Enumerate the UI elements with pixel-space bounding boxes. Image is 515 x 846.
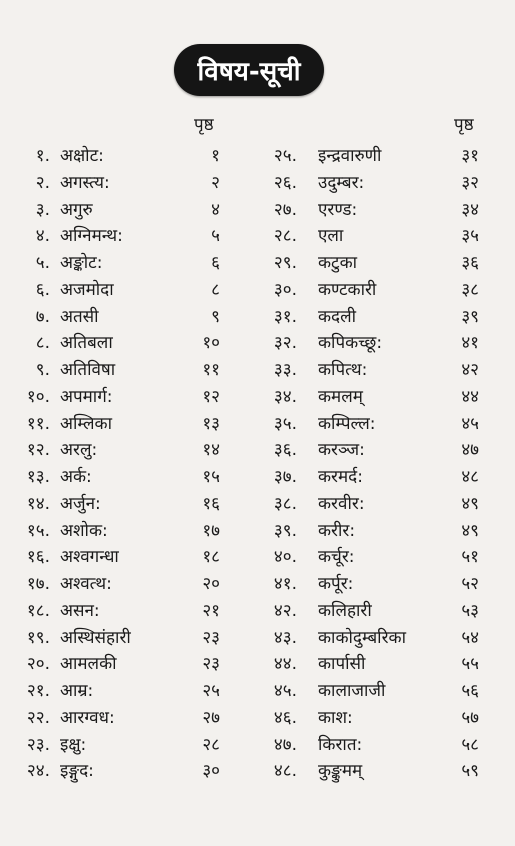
contents-row <box>0 384 515 411</box>
entry-name: कर्पूर: <box>318 574 354 594</box>
entry-name: आम्र: <box>60 681 94 701</box>
entry-page: १० <box>202 333 220 354</box>
entry-page: ३० <box>202 761 220 782</box>
contents-row <box>0 651 515 678</box>
entry-name: कलिहारी <box>318 600 372 621</box>
entry-page: २३ <box>202 627 220 648</box>
entry-number: ३१. <box>273 306 297 327</box>
entry-number: ४८. <box>273 761 297 782</box>
contents-row <box>0 491 515 518</box>
entry-name: आमलकी <box>60 654 117 675</box>
entry-name: इन्द्रवारुणी <box>318 146 382 166</box>
entry-page: ५८ <box>461 734 479 755</box>
entry-number: ४७. <box>273 734 297 755</box>
contents-row <box>0 732 515 759</box>
contents-row <box>0 544 515 571</box>
entry-name: उदुम्बर: <box>318 172 365 193</box>
entry-number: १५. <box>26 520 50 541</box>
entry-number: ११. <box>26 413 50 434</box>
entry-page: १२ <box>202 386 220 407</box>
entry-number: १३. <box>26 467 50 487</box>
entry-number: ३८. <box>273 493 297 514</box>
contents-row <box>0 357 515 384</box>
entry-number: ३०. <box>273 279 297 300</box>
entry-number: २१. <box>26 681 50 701</box>
entry-name: करञ्ज: <box>318 440 365 461</box>
page-column-header-left: पृष्ठ <box>194 115 214 135</box>
entry-number: १२. <box>26 440 50 461</box>
entry-page: १ <box>211 146 220 166</box>
entry-number: ६. <box>35 279 50 300</box>
contents-row <box>0 304 515 331</box>
entry-page: ४१ <box>461 333 479 354</box>
entry-number: २९. <box>273 253 297 273</box>
entry-name: अङ्कोट: <box>60 253 103 273</box>
entry-number: ३२. <box>273 333 297 354</box>
entry-page: १३ <box>202 413 220 434</box>
contents-row <box>0 143 515 170</box>
entry-page: ५१ <box>461 547 479 568</box>
entry-number: ३९. <box>273 520 297 541</box>
entry-page: २८ <box>202 734 220 755</box>
entry-page: ५९ <box>461 761 479 782</box>
entry-page: ३५ <box>461 226 479 247</box>
entry-number: ९. <box>35 360 50 380</box>
entry-name: काश: <box>318 707 353 728</box>
entry-name: अम्लिका <box>60 413 112 434</box>
contents-row <box>0 705 515 732</box>
entry-number: ३. <box>35 199 50 220</box>
entry-number: २३. <box>26 734 50 755</box>
page-column-header-right: पृष्ठ <box>454 115 474 135</box>
entry-page: ३६ <box>461 253 479 273</box>
entry-page: २३ <box>202 654 220 675</box>
entry-page: ५५ <box>461 654 479 675</box>
entry-page: ६ <box>211 253 220 273</box>
entry-number: ४३. <box>273 627 297 648</box>
entry-number: २. <box>35 172 50 193</box>
entry-name: अपमार्ग: <box>60 386 113 407</box>
contents-row <box>0 518 515 545</box>
entry-name: कालाजाजी <box>318 681 386 701</box>
entry-number: २८. <box>273 226 297 247</box>
contents-row <box>0 411 515 438</box>
entry-number: १९. <box>26 627 50 648</box>
entry-page: ५७ <box>461 707 479 728</box>
entry-page: ३४ <box>461 199 479 220</box>
entry-name: कटुका <box>318 253 358 273</box>
entry-name: अश्वगन्धा <box>60 547 119 568</box>
entry-number: १८. <box>26 600 50 621</box>
entry-name: अतिविषा <box>60 360 116 380</box>
entry-name: एला <box>318 226 344 247</box>
entry-page: ८ <box>211 279 220 300</box>
entry-number: ८. <box>35 333 50 354</box>
entry-number: ४१. <box>273 574 297 594</box>
entry-name: असन: <box>60 600 100 621</box>
entry-name: अशोक: <box>60 520 108 541</box>
entry-page: ५ <box>211 226 220 247</box>
entry-number: २२. <box>26 707 50 728</box>
entry-page: ५३ <box>461 600 479 621</box>
entry-number: १०. <box>26 386 50 407</box>
entry-page: २ <box>211 172 220 193</box>
entry-page: २५ <box>202 681 220 701</box>
entry-name: कर्चूर: <box>318 547 355 568</box>
contents-row <box>0 330 515 357</box>
entry-name: एरण्ड: <box>318 199 358 220</box>
entry-name: अजमोदा <box>60 279 114 300</box>
entry-page: ४८ <box>461 467 479 487</box>
entry-number: ३४. <box>273 386 297 407</box>
contents-row <box>0 598 515 625</box>
entry-name: आरग्वध: <box>60 707 115 728</box>
entry-name: अर्जुन: <box>60 493 101 514</box>
entry-name: कमलम् <box>318 386 363 407</box>
entry-name: अरलु: <box>60 440 98 461</box>
entry-name: अगस्त्य: <box>60 172 110 193</box>
entry-page: १६ <box>202 493 220 514</box>
entry-name: अर्क: <box>60 467 92 487</box>
entry-name: इङ्गुद: <box>60 761 94 782</box>
entry-number: ४६. <box>273 707 297 728</box>
entry-page: ४७ <box>461 440 479 461</box>
entry-page: ११ <box>202 360 220 380</box>
contents-row <box>0 250 515 277</box>
entry-page: २७ <box>202 707 220 728</box>
contents-row <box>0 197 515 224</box>
entry-page: ९ <box>211 306 220 327</box>
entry-number: ३७. <box>273 467 297 487</box>
entry-number: १४. <box>26 493 50 514</box>
entry-number: १. <box>35 146 50 166</box>
entry-page: ४९ <box>461 520 479 541</box>
contents-row <box>0 758 515 785</box>
entry-number: ४०. <box>273 547 297 568</box>
entry-number: ४४. <box>273 654 297 675</box>
contents-row <box>0 223 515 250</box>
contents-row <box>0 277 515 304</box>
entry-page: १७ <box>202 520 220 541</box>
entry-page: ४ <box>211 199 220 220</box>
entry-number: ४. <box>35 226 50 247</box>
entry-number: २०. <box>26 654 50 675</box>
entry-number: ३६. <box>273 440 297 461</box>
entry-number: ४२. <box>273 600 297 621</box>
entry-number: २६. <box>273 172 297 193</box>
entry-number: ४५. <box>273 681 297 701</box>
entry-name: करमर्द: <box>318 467 363 487</box>
entry-name: कुङ्कुमम् <box>318 761 363 782</box>
entry-number: ३५. <box>273 413 297 434</box>
entry-name: अस्थिसंहारी <box>60 627 131 648</box>
entry-page: १४ <box>202 440 220 461</box>
entry-name: इक्षु: <box>60 734 87 755</box>
entry-page: २० <box>202 574 220 594</box>
entry-name: करवीर: <box>318 493 365 514</box>
entry-page: ५२ <box>461 574 479 594</box>
entry-number: २७. <box>273 199 297 220</box>
entry-page: १५ <box>202 467 220 487</box>
contents-row <box>0 464 515 491</box>
entry-name: अतसी <box>60 306 99 327</box>
entry-page: ५४ <box>461 627 479 648</box>
entry-page: १८ <box>202 547 220 568</box>
entry-number: १६. <box>26 547 50 568</box>
entry-name: अश्वत्थ: <box>60 574 112 594</box>
entry-name: कार्पासी <box>318 654 366 675</box>
entry-name: अक्षोट: <box>60 146 104 166</box>
entry-page: ३१ <box>461 146 479 166</box>
entry-name: कपित्थ: <box>318 360 368 380</box>
entry-name: करीर: <box>318 520 356 541</box>
entry-name: कपिकच्छू: <box>318 333 383 354</box>
entry-name: अगुरु <box>60 199 93 220</box>
contents-list <box>0 143 515 785</box>
contents-row <box>0 170 515 197</box>
entry-page: ४५ <box>461 413 479 434</box>
entry-name: कदली <box>318 306 357 327</box>
entry-number: ३३. <box>273 360 297 380</box>
entry-page: ३८ <box>461 279 479 300</box>
entry-name: काकोदुम्बरिका <box>318 627 406 648</box>
entry-name: कण्टकारी <box>318 279 377 300</box>
entry-name: किरात: <box>318 734 363 755</box>
contents-row <box>0 571 515 598</box>
contents-row <box>0 678 515 705</box>
entry-number: ७. <box>35 306 50 327</box>
entry-page: ३२ <box>461 172 479 193</box>
entry-number: २४. <box>26 761 50 782</box>
page-title: विषय-सूची <box>174 44 324 96</box>
entry-page: ४२ <box>461 360 479 380</box>
entry-page: ४४ <box>461 386 479 407</box>
entry-number: ५. <box>35 253 50 273</box>
contents-row <box>0 437 515 464</box>
entry-name: अग्निमन्थ: <box>60 226 123 247</box>
contents-row <box>0 625 515 652</box>
entry-page: २१ <box>202 600 220 621</box>
entry-page: ४९ <box>461 493 479 514</box>
entry-number: १७. <box>26 574 50 594</box>
entry-name: अतिबला <box>60 333 113 354</box>
entry-name: कम्पिल्ल: <box>318 413 376 434</box>
entry-page: ५६ <box>461 681 479 701</box>
entry-number: २५. <box>273 146 297 166</box>
entry-page: ३९ <box>461 306 479 327</box>
